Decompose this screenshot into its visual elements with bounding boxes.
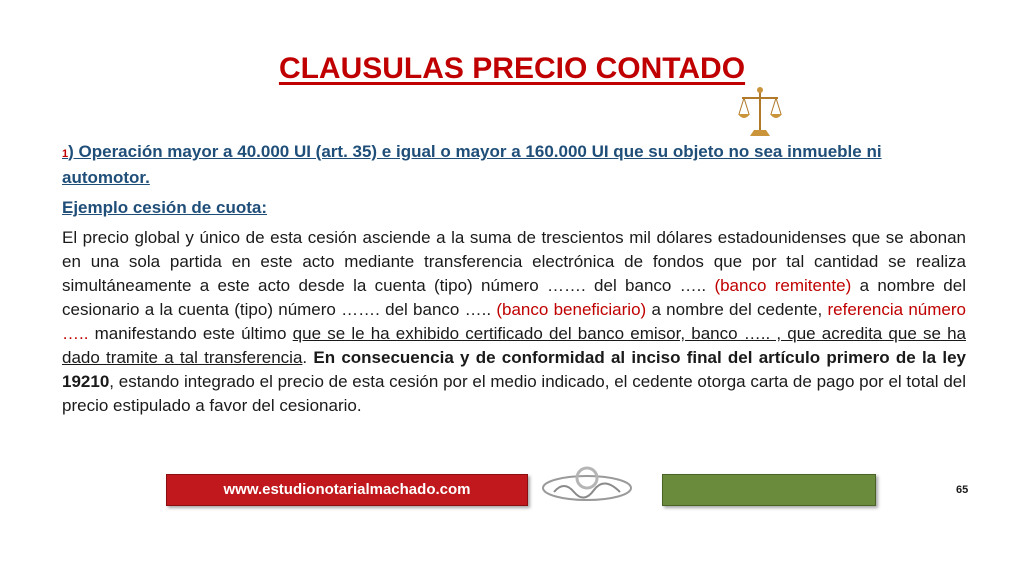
page-number: 65 [956,484,969,496]
slide-title: CLAUSULAS PRECIO CONTADO [278,52,746,85]
example-subheading: Ejemplo cesión de cuota: [62,198,267,217]
emnm-logo [534,462,640,510]
clause-body: El precio global y único de esta cesión asciende a la suma de trescientos mil dólares estadounidenses que se abonan en una sola partida en este acto mediante transferencia electrónica de fondos que por tal cantidad se realiza simultáneamente a este acto desde la cuenta (tipo) número ……. del banco ….. (banco remitente) a nombre del cesionario a la cuenta (tipo) número ……. del banco ….. (banco beneficiario) a nombre del cedente, referencia número ….. manifestando este último que se le ha exhibido certificado del banco emisor, banco ….. , que acredita que se ha dado tramite a tal transferencia. En consecuencia y de conformidad al inciso final del artículo primero de la ley 19210, estando integrado el precio de esta cesión por el medio indicado, el cedente otorga carta de pago por el total del precio estipulado a favor del cesionario. [62,228,966,415]
website-link-button[interactable]: www.estudionotarialmachado.com [166,474,528,506]
navigation-button[interactable] [662,474,876,506]
section-heading: 1) Operación mayor a 40.000 UI (art. 35) e igual o mayor a 160.000 UI que su objeto no sea inmueble ni automotor. [62,142,882,187]
scales-of-justice-icon [736,84,784,140]
slide-content [62,140,966,418]
